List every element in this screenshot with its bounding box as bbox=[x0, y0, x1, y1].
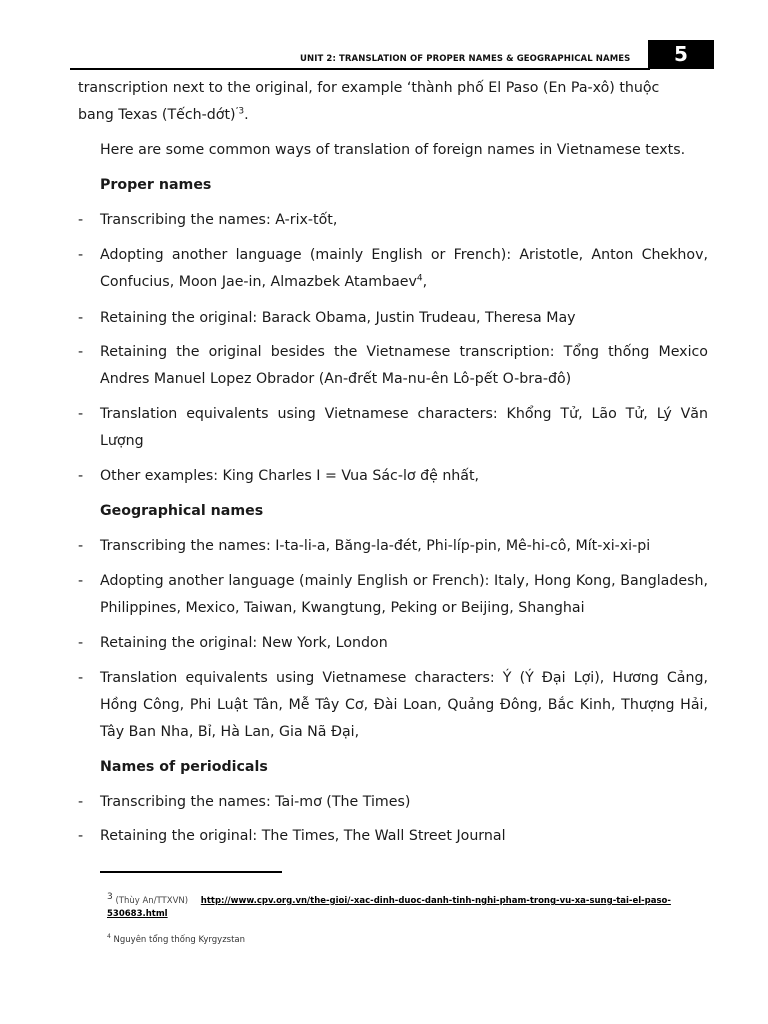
list-item-text: Translation equivalents using Vietnamese characters: Ý (Ý Đại Lợi), Hương Cảng, Hồng Công, Phi Luật Tân, Mễ Tây Cơ, Đài Loan, Quảng Đông, Bắc Kinh, Thượng Hải, Tây Ban Nha, Bỉ, Hà Lan, Gia Nã Đại, bbox=[100, 670, 708, 740]
intro-line-2-end: . bbox=[244, 107, 249, 123]
running-header-title: UNIT 2: TRANSLATION OF PROPER NAMES & GEOGRAPHICAL NAMES bbox=[300, 54, 631, 64]
list-item-text: Adopting another language (mainly English or French): Italy, Hong Kong, Bangladesh, Philippines, Mexico, Taiwan, Kwangtung, Peking or Beijing, Shanghai bbox=[100, 573, 708, 616]
bullet-dash: - bbox=[78, 794, 84, 810]
list-item-text: Retaining the original: Barack Obama, Justin Trudeau, Theresa May bbox=[100, 310, 576, 326]
list-item-text-main: Adopting another language (mainly English or French): Aristotle, Anton Chekhov, Confucius, Moon Jae-in, Almazbek Atambaev bbox=[100, 247, 708, 290]
list-item-text: Transcribing the names: I-ta-li-a, Băng-la-đét, Phi-líp-pin, Mê-hi-cô, Mít-xi-xi-pi bbox=[100, 538, 651, 554]
list-item-text: Translation equivalents using Vietnamese characters: Khổng Tử, Lão Tử, Lý Văn Lượng bbox=[100, 406, 708, 449]
bullet-dash: - bbox=[78, 212, 84, 228]
bullet-dash: - bbox=[78, 573, 84, 589]
list-item-text: Retaining the original: New York, London bbox=[100, 635, 388, 651]
footnote-4 bbox=[107, 934, 709, 947]
section-heading-geographical-names: Geographical names bbox=[100, 503, 264, 519]
footnote-link[interactable]: http://www.cpv.org.vn/the-gioi/-xac-dinh-duoc-danh-tinh-nghi-pham-trong-vu-xa-sung-tai-el-paso-530683.html bbox=[107, 896, 671, 919]
footnote-mark-3: 3 bbox=[107, 892, 113, 903]
footnote-text: Nguyên tổng thống Kyrgyzstan bbox=[113, 935, 246, 945]
header-rule bbox=[70, 68, 650, 70]
section-heading-periodicals: Names of periodicals bbox=[100, 759, 268, 775]
list-item-text bbox=[100, 242, 708, 296]
bullet-dash: - bbox=[78, 670, 84, 686]
bullet-dash: - bbox=[78, 344, 84, 360]
intro-line-1: transcription next to the original, for example ‘thành phố El Paso (En Pa-xô) thuộc bbox=[78, 80, 660, 96]
bullet-dash: - bbox=[78, 406, 84, 422]
list-item-text-end: , bbox=[422, 274, 428, 290]
footnote-ref-3: ’3 bbox=[235, 106, 245, 117]
bullet-dash: - bbox=[78, 310, 84, 326]
list-item-text: Other examples: King Charles I = Vua Sác-lơ đệ nhất, bbox=[100, 468, 480, 484]
list-item-text: Retaining the original: The Times, The Wall Street Journal bbox=[100, 828, 506, 844]
footnote-ref-4: 4 bbox=[416, 273, 423, 284]
bullet-dash: - bbox=[78, 828, 84, 844]
footnote-source: (Thùy An/TTXVN) bbox=[115, 896, 189, 906]
intro-lead: Here are some common ways of translation of foreign names in Vietnamese texts. bbox=[100, 142, 686, 158]
bullet-dash: - bbox=[78, 468, 84, 484]
footnote-separator bbox=[100, 871, 282, 873]
list-item-text: Transcribing the names: Tai-mơ (The Times) bbox=[100, 794, 411, 810]
bullet-dash: - bbox=[78, 635, 84, 651]
intro-line-2-text: bang Texas (Tếch-dớt) bbox=[78, 107, 236, 123]
page-number-badge: 5 bbox=[648, 40, 714, 69]
footnote-3 bbox=[107, 892, 709, 921]
intro-line-2 bbox=[78, 102, 708, 129]
list-item-text: Retaining the original besides the Vietnamese transcription: Tổng thống Mexico Andres Manuel Lopez Obrador (An-đrết Ma-nu-ên Lô-pết O-bra-đô) bbox=[100, 344, 708, 387]
list-item-text: Transcribing the names: A-rix-tốt, bbox=[100, 212, 338, 228]
bullet-dash: - bbox=[78, 247, 84, 263]
footnote-mark-4: 4 bbox=[107, 933, 111, 941]
section-heading-proper-names: Proper names bbox=[100, 177, 212, 193]
bullet-dash: - bbox=[78, 538, 84, 554]
